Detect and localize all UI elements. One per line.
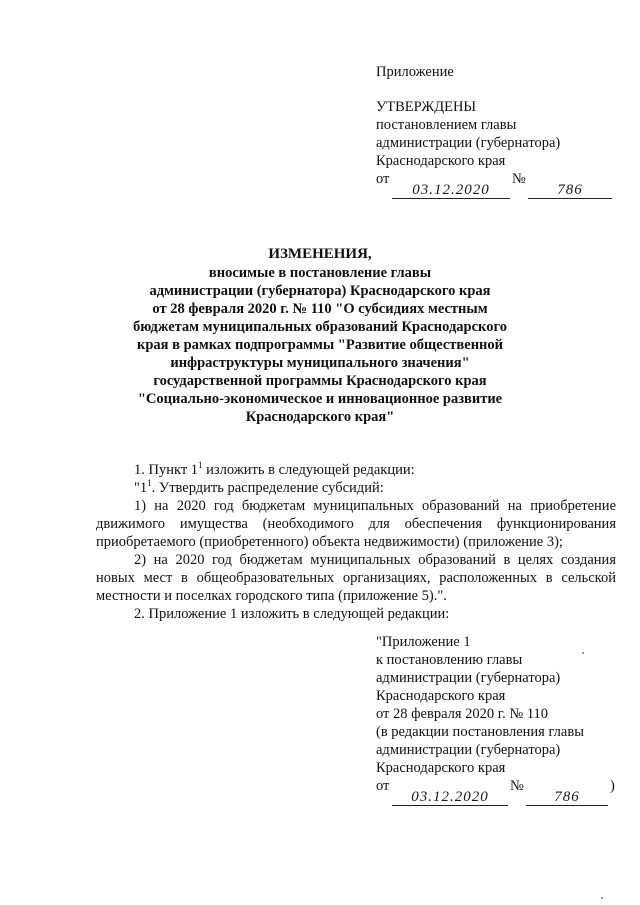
scan-speck (601, 897, 603, 899)
annex-line-3: администрации (губернатора) (376, 670, 561, 686)
title-line: администрации (губернатора) Краснодарского края (149, 283, 491, 299)
annex-line-4: Краснодарского края (376, 688, 506, 704)
paragraph-2 (96, 479, 616, 497)
approval-date-field (392, 181, 510, 199)
title-line: Краснодарского края" (245, 409, 395, 425)
annex-line-6: (в редакции постановления главы (376, 724, 584, 740)
paragraph-3: 1) на 2020 год бюджетам муниципальных образований на приобретение движимого имущества (необходимого для обеспечения функционирования приобретаемого (приобретенного) объекта недвижимости) (приложение 3); (96, 498, 616, 550)
title-line: вносимые в постановление главы (208, 265, 432, 281)
annex-line-8: Краснодарского края (376, 760, 506, 776)
paragraph-1 (96, 461, 616, 479)
annex-number-field (526, 788, 608, 806)
paragraph-1-text: 1. Пункт 1 (134, 462, 199, 478)
approval-line-3: Краснодарского края (376, 153, 506, 169)
document-body (96, 461, 616, 623)
annex-line-5: от 28 февраля 2020 г. № 110 (376, 706, 549, 722)
annex-handwritten-date: 03.12.2020 (411, 789, 489, 805)
annex-number-sign: № (510, 778, 524, 794)
annex-date-field (392, 788, 508, 806)
approval-number-field (528, 181, 612, 199)
annex-closing-paren: ) (610, 778, 615, 794)
title-line: от 28 февраля 2020 г. № 110 "О субсидиях местным (152, 301, 488, 317)
title-line: инфраструктуры муниципального значения" (170, 355, 470, 371)
title-main: ИЗМЕНЕНИЯ, (268, 246, 372, 262)
annex-line-7: администрации (губернатора) (376, 742, 561, 758)
approval-handwritten-number: 786 (557, 182, 583, 198)
title-line: "Социально-экономическое и инновационное развитие (137, 391, 503, 407)
paragraph-2-text: "1 (134, 480, 148, 496)
approval-approved-label: УТВЕРЖДЕНЫ (376, 99, 477, 115)
approval-handwritten-date: 03.12.2020 (412, 182, 490, 198)
paragraph-4: 2) на 2020 год бюджетам муниципальных образований в целях создания новых мест в общеобразовательных организациях, расположенных в сельской местности и поселках городского типа (приложение 5).". (96, 552, 616, 604)
superscript: 1 (198, 460, 203, 470)
paragraph-5: 2. Приложение 1 изложить в следующей редакции: (134, 606, 450, 622)
paragraph-1-text-end: изложить в следующей редакции: (202, 462, 415, 478)
document-title (120, 245, 520, 426)
annex-line-1: "Приложение 1 (376, 634, 471, 650)
annex-line-2: к постановлению главы (376, 652, 523, 668)
approval-number-sign: № (512, 171, 526, 187)
approval-appendix-label: Приложение (376, 64, 454, 80)
annex-handwritten-number: 786 (554, 789, 580, 805)
approval-line-2: администрации (губернатора) (376, 135, 561, 151)
title-line: государственной программы Краснодарского края (153, 373, 487, 389)
annex-date-prefix: от (376, 778, 390, 794)
paragraph-2-text-end: . Утвердить распределение субсидий: (151, 480, 384, 496)
scan-speck (582, 652, 584, 654)
superscript: 1 (147, 478, 152, 488)
approval-line-1: постановлением главы (376, 117, 517, 133)
title-line: бюджетам муниципальных образований Краснодарского (133, 319, 507, 335)
approval-date-prefix: от (376, 171, 390, 187)
title-line: края в рамках подпрограммы "Развитие общественной (136, 337, 504, 353)
